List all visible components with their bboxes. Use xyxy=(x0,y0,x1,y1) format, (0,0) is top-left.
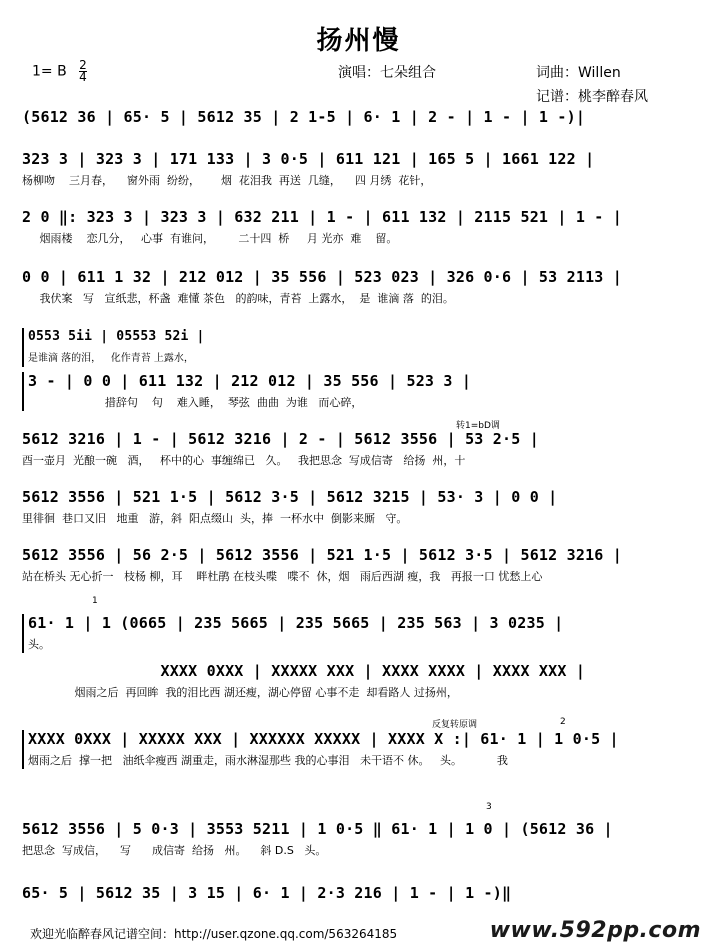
score-row xyxy=(22,884,704,904)
notation-line: 323 3 | 323 3 | 171 133 | 3 0·5 | 611 121 | 165 5 | 1661 122 | xyxy=(22,150,595,168)
lyric-line: 头。 xyxy=(28,638,50,651)
notation-line: 65· 5 | 5612 35 | 3 15 | 6· 1 | 2·3 216 | 1 - | 1 -)‖ xyxy=(22,884,512,902)
score-row xyxy=(22,820,704,859)
singer-credit: 演唱：七朵组合 xyxy=(338,65,436,81)
lyric-line: 措辞句 句 难入睡， 琴弦 曲曲 为谁 而心碎， xyxy=(28,396,363,409)
volta-2-label: 2 xyxy=(560,717,566,727)
score-row xyxy=(22,268,704,307)
score-row xyxy=(22,108,704,128)
footer-credit: 欢迎光临醉春风记谱空间：http://user.qzone.qq.com/563264185 xyxy=(30,927,398,941)
notation-line: 61· 1 | 1 (0665 | 235 5665 | 235 5665 | 235 563 | 3 0235 | xyxy=(28,614,564,632)
time-signature xyxy=(79,60,87,83)
score-row xyxy=(22,208,704,247)
notation-line: 5612 3216 | 1 - | 5612 3216 | 2 - | 5612 3556 | 53 2·5 | xyxy=(22,430,539,448)
key-signature xyxy=(32,60,87,83)
notation-line: 5612 3556 | 521 1·5 | 5612 3·5 | 5612 3215 | 53· 3 | 0 0 | xyxy=(22,488,558,506)
lyric-line: 酉一壶月 光酿一碗 酒， 杯中的心 事缠绵已 久。 我把思念 写成信寄 给扬 州，十 xyxy=(22,454,466,467)
lyric-line: 烟雨之后 撑一把 油纸伞瘦西 湖重走，雨水淋湿那些 我的心事泪 未干语不 休。 头。 我 xyxy=(28,754,508,767)
time-sig-top: 2 xyxy=(79,58,87,72)
notation-line: (5612 36 | 65· 5 | 5612 35 | 2 1-5 | 6· 1 | 2 - | 1 - | 1 -)| xyxy=(22,108,586,126)
song-title: 扬州慢 xyxy=(316,26,401,56)
score-row-aside xyxy=(22,328,328,367)
modulation-annotation: 转1=bD调 xyxy=(456,421,500,431)
lyric-line: 里徘徊 巷口又旧 地重 游，斜 阳点缀山 头，捧 一杯水中 倒影来厮 守。 xyxy=(22,512,408,525)
lyric-line: 我伏案 写 宣纸悲，杯盏 难懂 茶色 的韵味，青苔 上露水， 是 谁滴 落 的泪。 xyxy=(22,292,454,305)
repeat-tune-annotation: 反复转原调 xyxy=(432,720,478,730)
volta-3-label: 3 xyxy=(486,802,492,812)
volta-1-label: 1 xyxy=(92,596,98,606)
score-row xyxy=(22,150,704,189)
notation-line: 3 - | 0 0 | 611 132 | 212 012 | 35 556 | 523 3 | xyxy=(28,372,472,390)
recorder-credit: 记谱：桃李醉春风 xyxy=(536,89,648,105)
notation-line: 0 0 | 611 1 32 | 212 012 | 35 556 | 523 023 | 326 0·6 | 53 2113 | xyxy=(22,268,622,286)
notation-line: XXXX 0XXX | XXXXX XXX | XXXXXX XXXXX | XXXX X :| 61· 1 | 1 0·5 | xyxy=(28,730,619,748)
composer-credit: 词曲：Willen xyxy=(536,65,621,81)
score-row xyxy=(22,546,704,585)
notation-line: 2 0 ‖: 323 3 | 323 3 | 632 211 | 1 - | 611 132 | 2115 521 | 1 - | xyxy=(22,208,622,226)
score-row xyxy=(22,730,710,769)
lyric-line: 站在桥头 无心折一 枝杨 柳，耳 畔杜鹃 在枝头喋 喋不 休，烟 雨后西湖 瘦，我 再报一口 忧愁上心 xyxy=(22,570,543,583)
lyric-line: 烟雨楼 恋几分， 心事 有谁问， 二十四 桥 月 光亦 难 留。 xyxy=(22,232,398,245)
lyric-line: 是谁滴 落的泪， 化作青苔 上露水， xyxy=(28,353,194,364)
lyric-line: 烟雨之后 再回眸 我的泪比西 湖还瘦，湖心停留 心事不走 却看路人 过扬州， xyxy=(22,686,458,699)
notation-line: 5612 3556 | 5 0·3 | 3553 5211 | 1 0·5 ‖ 61· 1 | 1 0 | (5612 36 | xyxy=(22,820,613,838)
notation-line: 5612 3556 | 56 2·5 | 5612 3556 | 521 1·5 | 5612 3·5 | 5612 3216 | xyxy=(22,546,622,564)
lyric-line: 把思念 写成信， 写 成信寄 给扬 州。 斜 D.S 头。 xyxy=(22,844,327,857)
notation-line: 0553 5ii | 05553 52i | xyxy=(28,329,205,344)
time-sig-bottom: 4 xyxy=(79,70,87,84)
score-row xyxy=(22,488,704,527)
notation-line: XXXX 0XXX | XXXXX XXX | XXXX XXXX | XXXX XXX | xyxy=(22,662,586,680)
key-label: 1= B xyxy=(32,63,67,80)
site-watermark: www.592pp.com xyxy=(489,918,701,943)
score-row xyxy=(22,662,704,701)
score-row xyxy=(22,430,704,469)
score-row xyxy=(22,614,710,653)
lyric-line: 杨柳吻 三月春， 窗外雨 纷纷， 烟 花泪我 再送 几缝， 四 月绣 花针， xyxy=(22,174,432,187)
score-row xyxy=(22,372,710,411)
